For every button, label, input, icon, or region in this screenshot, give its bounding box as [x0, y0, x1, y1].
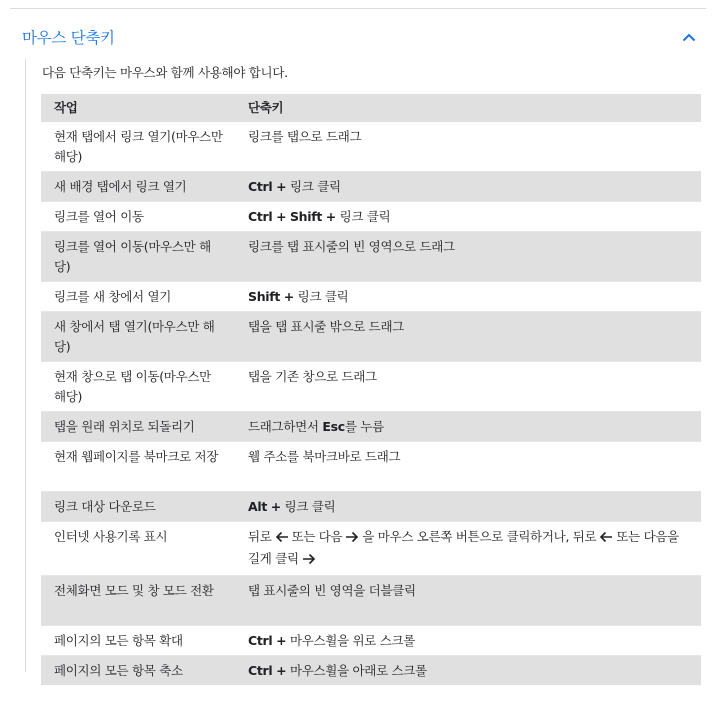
- action-cell: 현재 웹페이지를 북마크로 저장: [41, 442, 235, 492]
- shortcut-text: 를 누름: [344, 419, 384, 434]
- shortcut-text: 뒤로: [248, 529, 272, 544]
- action-cell: 링크 대상 다운로드: [41, 492, 235, 522]
- plus-sign: +: [276, 633, 287, 648]
- table-row: [41, 202, 701, 232]
- action-cell: 현재 탭에서 링크 열기(마우스만 해당): [41, 122, 235, 172]
- shortcut-text: 링크 클릭: [297, 289, 349, 304]
- shortcut-table: [41, 94, 701, 685]
- shortcut-cell: 탭을 기존 창으로 드래그: [235, 362, 701, 412]
- table-row: [41, 362, 701, 412]
- shortcut-text: 링크 클릭: [284, 499, 336, 514]
- plus-sign: +: [283, 289, 294, 304]
- table-row: [41, 656, 701, 686]
- key-label: Esc: [322, 419, 345, 434]
- key-label: Shift: [289, 209, 323, 224]
- chevron-up-icon[interactable]: [672, 22, 706, 52]
- shortcut-cell: 링크를 탭으로 드래그: [235, 122, 701, 172]
- shortcut-text: 링크 클릭: [289, 179, 341, 194]
- shortcut-cell: [235, 282, 701, 312]
- table-row: [41, 312, 701, 362]
- action-cell: 링크를 열어 이동: [41, 202, 235, 232]
- plus-sign: +: [276, 663, 287, 678]
- action-cell: 링크를 열어 이동(마우스만 해당): [41, 232, 235, 282]
- table-row: [41, 282, 701, 312]
- shortcut-text: 링크 클릭: [339, 209, 391, 224]
- shortcut-cell: [235, 172, 701, 202]
- section-title: 마우스 단축키: [22, 29, 115, 47]
- plus-sign: +: [270, 499, 281, 514]
- shortcut-cell: 탭 표시줄의 빈 영역을 더블클릭: [235, 576, 701, 626]
- table-row: [41, 442, 701, 492]
- shortcut-text: 또는 다음: [291, 529, 343, 544]
- table-row: [41, 172, 701, 202]
- action-cell: 전체화면 모드 및 창 모드 전환: [41, 576, 235, 626]
- shortcut-cell: [235, 626, 701, 656]
- action-cell: 링크를 새 창에서 열기: [41, 282, 235, 312]
- shortcut-cell: [235, 412, 701, 442]
- shortcut-text: 을 마우스 오른쪽 버튼으로 클릭하거나, 뒤로: [362, 529, 597, 544]
- section-header-toggle[interactable]: [10, 22, 706, 52]
- action-cell: 새 배경 탭에서 링크 열기: [41, 172, 235, 202]
- shortcut-text: 마우스휠을 위로 스크롤: [289, 633, 416, 648]
- table-row: [41, 626, 701, 656]
- shortcut-cell: 웹 주소를 북마크바로 드래그: [235, 442, 701, 492]
- table-row: [41, 122, 701, 172]
- key-label: Ctrl: [248, 633, 273, 648]
- shortcut-cell: [235, 522, 701, 576]
- shortcut-cell: 탭을 탭 표시줄 밖으로 드래그: [235, 312, 701, 362]
- action-cell: 탭을 원래 위치로 되돌리기: [41, 412, 235, 442]
- table-row: [41, 412, 701, 442]
- key-label: Ctrl: [248, 209, 273, 224]
- key-label: Ctrl: [248, 179, 273, 194]
- table-row: [41, 576, 701, 626]
- table-row: [41, 492, 701, 522]
- intro-text: 다음 단축키는 마우스와 함께 사용해야 합니다.: [42, 65, 288, 80]
- action-cell: 페이지의 모든 항목 확대: [41, 626, 235, 656]
- shortcut-text: 드래그하면서: [248, 419, 319, 434]
- action-cell: 현재 창으로 탭 이동(마우스만 해당): [41, 362, 235, 412]
- arrow-right-icon: [345, 529, 359, 549]
- section-content: [25, 59, 701, 678]
- key-label: Ctrl: [248, 663, 273, 678]
- column-header-action: 작업: [41, 94, 235, 122]
- action-cell: 페이지의 모든 항목 축소: [41, 656, 235, 686]
- action-cell: 새 창에서 탭 열기(마우스만 해당): [41, 312, 235, 362]
- arrow-left-icon: [599, 529, 613, 549]
- shortcut-text: 다음을 길게 클릭: [248, 529, 679, 566]
- plus-sign: +: [325, 209, 336, 224]
- column-header-shortcut: 단축키: [235, 94, 701, 122]
- plus-sign: +: [276, 179, 287, 194]
- key-label: Alt: [248, 499, 268, 514]
- top-divider: [10, 8, 706, 9]
- shortcut-cell: [235, 492, 701, 522]
- shortcut-text: 마우스휠을 아래로 스크롤: [289, 663, 427, 678]
- action-cell: 인터넷 사용기록 표시: [41, 522, 235, 576]
- table-row: [41, 232, 701, 282]
- shortcut-cell: 링크를 탭 표시줄의 빈 영역으로 드래그: [235, 232, 701, 282]
- arrow-right-icon: [302, 551, 316, 571]
- shortcut-cell: [235, 202, 701, 232]
- table-row: [41, 522, 701, 576]
- plus-sign: +: [276, 209, 287, 224]
- arrow-left-icon: [275, 529, 289, 549]
- shortcut-cell: [235, 656, 701, 686]
- shortcut-text: 또는: [616, 529, 640, 544]
- key-label: Shift: [248, 289, 281, 304]
